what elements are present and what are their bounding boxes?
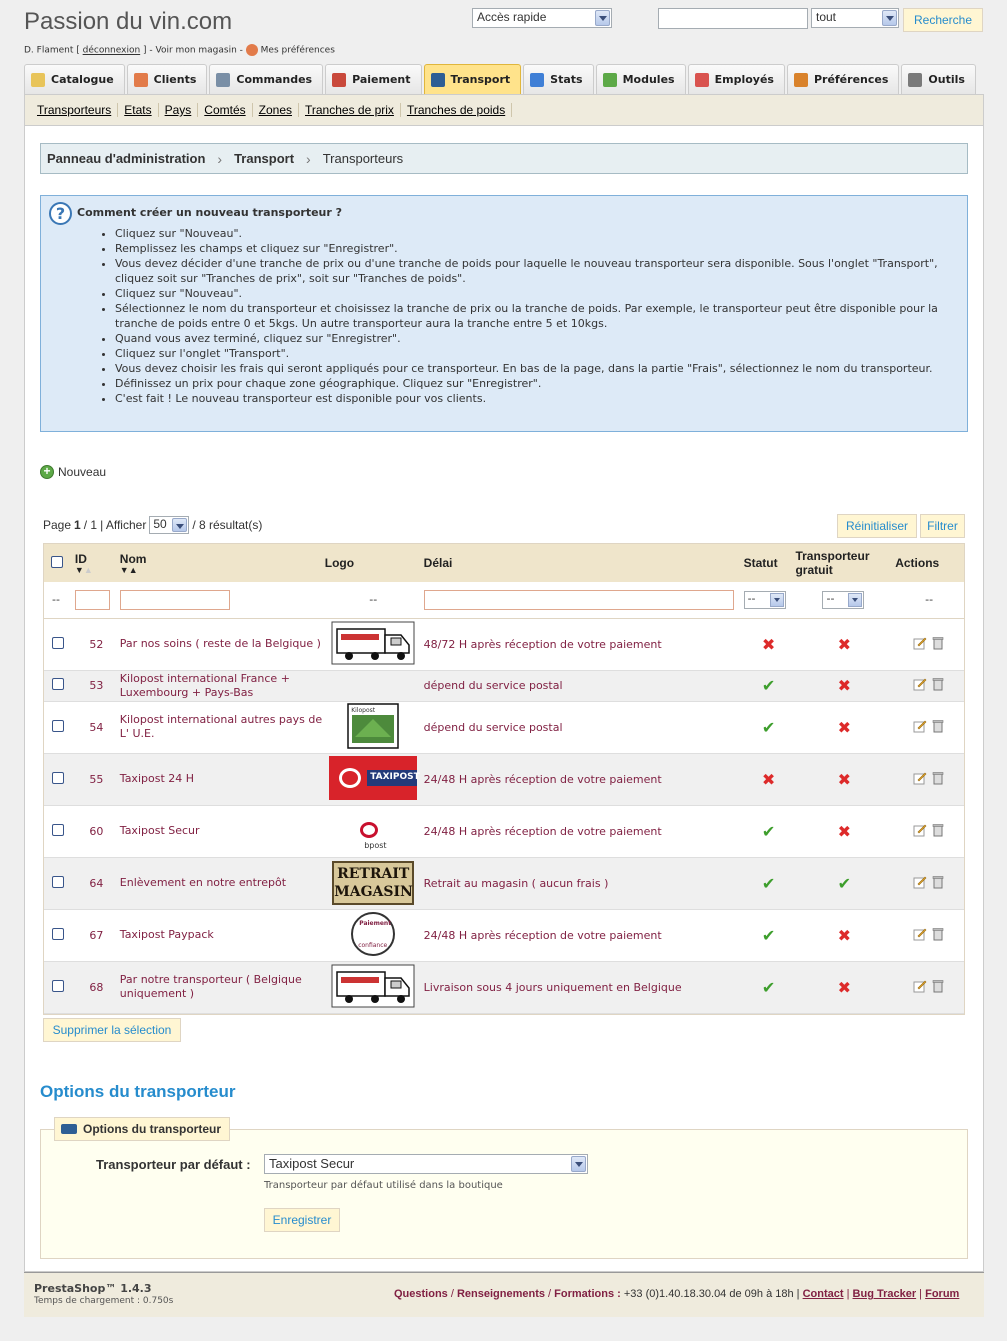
trash-icon[interactable]: [931, 823, 945, 837]
cross-icon[interactable]: ✖: [837, 977, 852, 997]
trash-icon[interactable]: [931, 875, 945, 889]
tab-label: Catalogue: [51, 73, 114, 86]
check-icon[interactable]: ✔: [761, 821, 776, 841]
filter-status-select[interactable]: [744, 591, 786, 609]
row-checkbox[interactable]: [52, 772, 64, 784]
prefs-icon: [794, 73, 808, 87]
breadcrumb: [40, 143, 968, 174]
quick-access-value: Accès rapide: [477, 10, 547, 24]
folder-icon: [31, 73, 45, 87]
tools-icon: [908, 73, 922, 87]
options-legend-label: Options du transporteur: [83, 1122, 221, 1136]
subnav-item[interactable]: Etats: [118, 103, 158, 117]
row-checkbox[interactable]: [52, 928, 64, 940]
trash-icon[interactable]: [931, 719, 945, 733]
help-list: [99, 226, 959, 406]
help-item: • Remplissez les champs et cliquez sur "Enregistrer".: [115, 241, 959, 256]
footer-contact[interactable]: Contact: [802, 1288, 844, 1300]
carrier-id: 53: [89, 679, 104, 692]
help-item: • Cliquez sur "Nouveau".: [115, 286, 959, 301]
tab-label: Stats: [550, 73, 583, 86]
trash-icon[interactable]: [931, 979, 945, 993]
tab-label: Paiement: [352, 73, 411, 86]
subnav-item[interactable]: Transporteurs: [31, 103, 118, 117]
filter-button[interactable]: Filtrer: [920, 514, 965, 538]
edit-icon[interactable]: [913, 875, 927, 889]
bpost-horn-icon: [360, 822, 378, 838]
main-tabs: [24, 64, 976, 94]
help-item: • Sélectionnez le nom du transporteur et choisissez la tranche de prix ou la tranche de poids. Par exemple, le transporteur peut être disponible pour la tranche de poids entre 0 et 5kgs. Un autre transporteur aura la tranche entre 5 et 10kgs.: [115, 301, 959, 331]
truck-logo: [331, 964, 415, 1011]
bpost-logo-text: bpost: [364, 840, 387, 850]
tab-label: Commandes: [236, 73, 313, 86]
employee-icon: [695, 73, 709, 87]
carrier-logo-cell: [324, 670, 423, 701]
tab-label: Préférences: [813, 73, 889, 86]
table-row[interactable]: [44, 753, 964, 805]
table-row[interactable]: [44, 670, 964, 701]
help-item: • Cliquez sur l'onglet "Transport".: [115, 346, 959, 361]
breadcrumb-transport[interactable]: Transport: [234, 151, 295, 166]
sort-name-icons[interactable]: ▼▲: [119, 565, 138, 575]
page-total: / 1: [83, 518, 98, 532]
tab-employés[interactable]: [688, 64, 785, 94]
cross-icon[interactable]: ✖: [837, 634, 852, 654]
carrier-id: 52: [89, 637, 104, 651]
carrier-delay: 48/72 H après réception de votre paiement: [423, 637, 662, 651]
paypack-logo-top: Paiement: [359, 919, 392, 927]
row-checkbox[interactable]: [52, 876, 64, 888]
retrait-logo-line2: MAGASIN: [334, 884, 413, 900]
breadcrumb-admin[interactable]: Panneau d'administration: [47, 151, 206, 166]
chevron-down-icon: [848, 593, 862, 607]
cross-icon[interactable]: ✖: [837, 676, 852, 695]
view-shop-link[interactable]: ] - Voir mon magasin -: [143, 45, 243, 56]
taxipost-horn-icon: [339, 768, 361, 788]
table-header: [44, 544, 964, 582]
new-carrier-link[interactable]: [40, 465, 106, 479]
subnav-item[interactable]: Zones: [253, 103, 299, 117]
chevron-down-icon: [595, 10, 610, 26]
footer-questions[interactable]: Questions: [394, 1288, 448, 1300]
options-fieldset: [40, 1129, 968, 1259]
paypack-logo: [351, 912, 395, 956]
carrier-id: 54: [89, 720, 104, 734]
new-carrier-label: Nouveau: [58, 465, 107, 479]
carrier-name: Taxipost 24 H: [119, 772, 195, 785]
carrier-name: Enlèvement en notre entrepôt: [119, 876, 287, 889]
subnav-item[interactable]: Tranches de prix: [299, 103, 401, 117]
col-delay: Délai: [423, 556, 453, 570]
help-box: [40, 195, 968, 432]
tab-clients[interactable]: [127, 64, 208, 94]
edit-icon[interactable]: [913, 636, 927, 650]
edit-icon[interactable]: [913, 771, 927, 785]
shop-title: Passion du vin.com: [24, 8, 233, 35]
user-name: D. Flament [: [24, 45, 80, 56]
table-row[interactable]: [44, 618, 964, 670]
cross-icon[interactable]: ✖: [761, 769, 776, 789]
kilopost-logo-text: Kilopost: [351, 706, 376, 714]
filter-status-value: --: [747, 591, 756, 605]
retrait-logo: [332, 861, 414, 905]
prefs-link[interactable]: Mes préférences: [260, 45, 335, 56]
quick-access-select[interactable]: [472, 8, 612, 28]
user-icon: [134, 73, 148, 87]
chart-icon: [530, 73, 544, 87]
cross-icon[interactable]: ✖: [837, 717, 852, 737]
carrier-name: Kilopost international France + Luxembourg + Pays-Bas: [119, 671, 290, 699]
page-current: 1: [74, 518, 81, 532]
check-icon[interactable]: ✔: [837, 873, 852, 893]
row-checkbox[interactable]: [52, 678, 64, 690]
tab-préférences[interactable]: [787, 64, 899, 94]
tab-label: Modules: [622, 73, 675, 86]
per-page-value: 50: [153, 517, 167, 531]
payment-icon: [332, 73, 346, 87]
edit-icon[interactable]: [913, 719, 927, 733]
show-label: | Afficher: [100, 518, 147, 532]
cross-icon[interactable]: ✖: [837, 769, 852, 789]
sort-id-icons[interactable]: ▼▲: [74, 565, 93, 575]
kilopost-logo: [347, 703, 399, 752]
footer-training[interactable]: Formations :: [554, 1288, 621, 1300]
carrier-delay: 24/48 H après réception de votre paiement: [423, 772, 662, 786]
carrier-name: Par notre transporteur ( Belgique uniquement ): [119, 973, 302, 1000]
footer-version: PrestaShop™ 1.4.3: [34, 1282, 152, 1295]
carrier-name: Taxipost Secur: [119, 824, 200, 837]
tab-catalogue[interactable]: [24, 64, 125, 94]
options-legend: [54, 1117, 230, 1141]
retrait-logo-line1: RETRAIT: [337, 866, 410, 882]
table-row[interactable]: [44, 961, 964, 1013]
subnav-item[interactable]: Comtés: [198, 103, 252, 117]
carrier-id: 64: [89, 876, 104, 890]
edit-icon[interactable]: [913, 979, 927, 993]
select-all-checkbox[interactable]: [51, 556, 63, 568]
col-status: Statut: [743, 556, 778, 570]
taxipost-logo-text: TAXIPOST: [370, 771, 420, 782]
tab-label: Transport: [450, 73, 511, 86]
page-label: Page: [43, 518, 72, 532]
chevron-right-icon: ›: [306, 150, 311, 167]
pagination: [43, 516, 262, 534]
help-item: • Quand vous avez terminé, cliquez sur "Enregistrer".: [115, 331, 959, 346]
search-button[interactable]: Recherche: [903, 8, 983, 32]
carrier-logo-cell: [324, 961, 423, 1013]
search-scope-select[interactable]: [811, 8, 899, 28]
subnav-item[interactable]: Tranches de poids: [401, 103, 512, 117]
row-checkbox[interactable]: [52, 824, 64, 836]
col-actions: Actions: [895, 556, 940, 570]
chevron-down-icon: [172, 518, 187, 532]
footer-hours: de 09h à 18h |: [729, 1288, 800, 1300]
carrier-delay: Retrait au magasin ( aucun frais ): [423, 876, 609, 890]
options-section-title: Options du transporteur: [40, 1082, 236, 1101]
carrier-logo-cell: [324, 701, 423, 753]
carrier-id: 55: [89, 772, 104, 786]
chevron-right-icon: ›: [217, 150, 223, 167]
breadcrumb-current: Transporteurs: [322, 151, 404, 166]
footer-phone: +33 (0)1.40.18.30.04: [623, 1288, 727, 1300]
help-title: Comment créer un nouveau transporteur ?: [77, 206, 343, 219]
help-item: • Définissez un prix pour chaque zone géographique. Cliquez sur "Enregistrer".: [115, 376, 959, 391]
col-id: ID: [74, 552, 87, 566]
tab-modules[interactable]: [596, 64, 686, 94]
filter-row: [44, 582, 964, 618]
row-checkbox[interactable]: [52, 980, 64, 992]
carrier-name: Par nos soins ( reste de la Belgique ): [119, 637, 321, 650]
help-item: • Vous devez décider d'une tranche de prix ou d'une tranche de poids pour laquelle le nouveau transporteur sera disponible. Sous l'onglet "Transport", cliquez soit sur "Tranches de prix", soit sur "Tranches de poids".: [115, 256, 959, 286]
chevron-down-icon: [882, 10, 897, 26]
filter-name-input[interactable]: [120, 590, 230, 610]
cross-icon[interactable]: ✖: [761, 634, 776, 654]
default-carrier-help: Transporteur par défaut utilisé dans la boutique: [264, 1180, 503, 1191]
help-item: • Vous devez choisir les frais qui seront appliqués pour ce transporteur. En bas de la page, dans la partie "Frais", sélectionnez le nom du transporteur.: [115, 361, 959, 376]
default-carrier-label: Transporteur par défaut :: [96, 1157, 251, 1172]
user-prefs-icon: [246, 44, 258, 56]
reset-button[interactable]: Réinitialiser: [837, 514, 917, 538]
filter-id-input[interactable]: [75, 590, 110, 610]
check-icon[interactable]: ✔: [761, 676, 776, 695]
carrier-id: 67: [89, 928, 104, 942]
check-icon[interactable]: ✔: [761, 873, 776, 893]
help-icon: ?: [49, 202, 72, 225]
table-row[interactable]: [44, 857, 964, 909]
bpost-logo: [350, 808, 396, 852]
check-icon[interactable]: ✔: [761, 717, 776, 737]
search-input[interactable]: [658, 8, 808, 29]
chevron-down-icon: [770, 593, 784, 607]
tab-paiement[interactable]: [325, 64, 421, 94]
carrier-logo-cell: [324, 857, 423, 909]
row-checkbox[interactable]: [52, 720, 64, 732]
tab-label: Employés: [714, 73, 774, 86]
carrier-id: 68: [89, 980, 104, 994]
edit-icon[interactable]: [913, 677, 927, 691]
chevron-down-icon: [571, 1156, 586, 1172]
footer-bugtracker[interactable]: Bug Tracker: [852, 1288, 917, 1300]
carrier-delay: Livraison sous 4 jours uniquement en Belgique: [423, 980, 682, 994]
add-icon: +: [40, 465, 54, 479]
puzzle-icon: [603, 73, 617, 87]
edit-icon[interactable]: [913, 927, 927, 941]
tab-outils[interactable]: [901, 64, 976, 94]
delete-selection-button[interactable]: Supprimer la sélection: [43, 1018, 181, 1042]
footer-load-time: Temps de chargement : 0.750s: [34, 1296, 174, 1306]
col-name: Nom: [119, 552, 147, 566]
check-icon[interactable]: ✔: [761, 977, 776, 997]
table-row[interactable]: [44, 805, 964, 857]
help-item: • Cliquez sur "Nouveau".: [115, 226, 959, 241]
tab-transport[interactable]: [424, 64, 522, 94]
carrier-name: Taxipost Paypack: [119, 928, 214, 941]
check-icon[interactable]: ✔: [761, 925, 776, 945]
footer-links: Questions / Renseignements / Formations : +33 (0)1.40.18.30.04 de 09h à 18h | Contact | Bug Tracker | Forum: [394, 1288, 960, 1300]
cross-icon[interactable]: ✖: [837, 925, 852, 945]
filter-free-value: --: [826, 591, 835, 605]
default-carrier-value: Taxipost Secur: [269, 1156, 355, 1171]
carriers-table: [43, 543, 965, 1015]
col-logo: Logo: [324, 556, 355, 570]
trash-icon[interactable]: [931, 636, 945, 650]
search-scope-value: tout: [816, 10, 837, 24]
truck-icon: [431, 73, 445, 87]
tab-label: Clients: [153, 73, 197, 86]
filter-empty-1: --: [52, 593, 60, 607]
default-carrier-select[interactable]: [264, 1154, 588, 1174]
edit-icon[interactable]: [913, 823, 927, 837]
filter-empty-2: --: [369, 593, 378, 607]
carrier-delay: dépend du service postal: [423, 720, 563, 734]
table-row[interactable]: [44, 701, 964, 753]
carrier-logo-cell: [324, 805, 423, 857]
taxipost-logo: [329, 756, 420, 800]
carrier-id: 60: [89, 824, 104, 838]
carrier-logo-cell: [324, 753, 423, 805]
tab-stats[interactable]: [523, 64, 593, 94]
user-line: [24, 44, 335, 56]
sub-nav: [24, 94, 984, 126]
filter-free-select[interactable]: [822, 591, 864, 609]
carrier-logo-cell: [324, 618, 423, 670]
help-item: • C'est fait ! Le nouveau transporteur est disponible pour vos clients.: [115, 391, 959, 406]
results-count: / 8 résultat(s): [192, 518, 263, 532]
trash-icon[interactable]: [931, 927, 945, 941]
trash-icon[interactable]: [931, 771, 945, 785]
table-row[interactable]: [44, 909, 964, 961]
footer-forum[interactable]: Forum: [925, 1288, 960, 1300]
tab-label: Outils: [928, 73, 965, 86]
carrier-name: Kilopost international autres pays de L' U.E.: [119, 713, 323, 740]
logout-link[interactable]: déconnexion: [82, 45, 141, 56]
paypack-logo-bottom: confiance: [358, 941, 388, 949]
carrier-delay: dépend du service postal: [423, 679, 563, 692]
tab-commandes[interactable]: [209, 64, 323, 94]
save-button[interactable]: Enregistrer: [264, 1208, 340, 1232]
trash-icon[interactable]: [931, 677, 945, 691]
truck-logo: [331, 621, 415, 668]
carrier-logo-cell: [324, 909, 423, 961]
cart-icon: [216, 73, 230, 87]
cross-icon[interactable]: ✖: [837, 821, 852, 841]
carrier-delay: 24/48 H après réception de votre paiement: [423, 928, 662, 942]
subnav-item[interactable]: Pays: [159, 103, 199, 117]
col-free: Transporteur gratuit: [795, 549, 870, 577]
carrier-delay: 24/48 H après réception de votre paiement: [423, 824, 662, 838]
filter-delay-input[interactable]: [424, 590, 734, 610]
row-checkbox[interactable]: [52, 637, 64, 649]
per-page-select[interactable]: [149, 516, 189, 534]
truck-icon: [61, 1124, 77, 1134]
filter-empty-3: --: [925, 593, 934, 607]
footer-info[interactable]: Renseignements: [456, 1288, 545, 1300]
